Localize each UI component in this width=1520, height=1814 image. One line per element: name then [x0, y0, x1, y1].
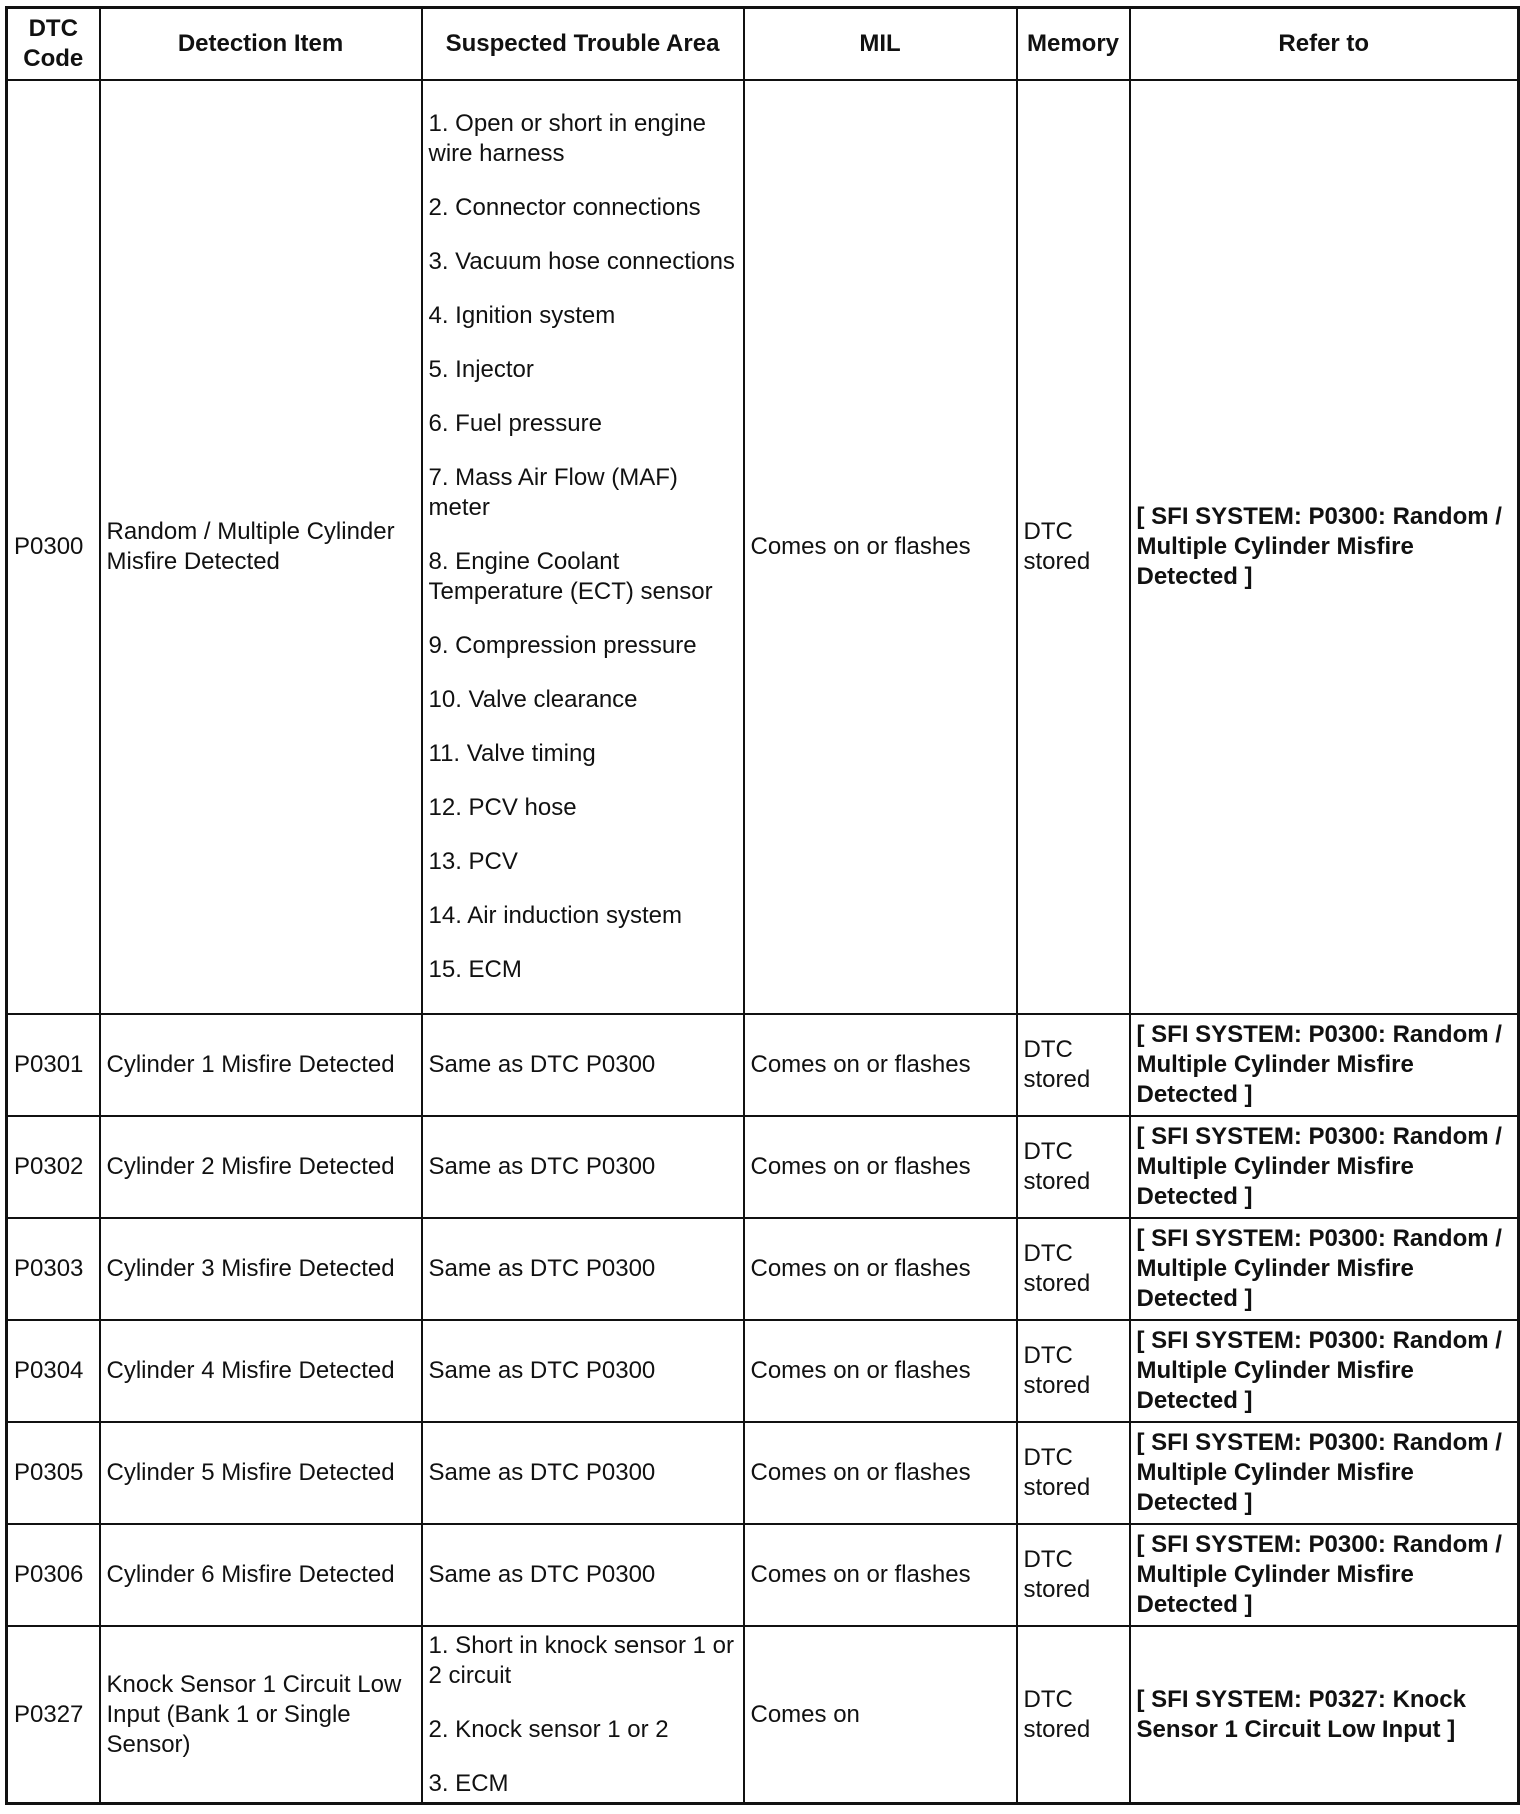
mil-cell: Comes on or flashes [744, 1422, 1017, 1524]
header-detection-item: Detection Item [100, 8, 422, 81]
dtc-document [5, 6, 1520, 1805]
dtc-code-cell: P0301 [7, 1014, 100, 1116]
refer-to-link[interactable]: [ SFI SYSTEM: P0327: Knock Sensor 1 Circuit Low Input ] [1130, 1626, 1519, 1804]
detection-item-cell: Random / Multiple Cylinder Misfire Detected [100, 80, 422, 1014]
refer-to-link[interactable]: [ SFI SYSTEM: P0300: Random / Multiple Cylinder Misfire Detected ] [1130, 1422, 1519, 1524]
mil-cell: Comes on [744, 1626, 1017, 1804]
refer-to-link[interactable]: [ SFI SYSTEM: P0300: Random / Multiple Cylinder Misfire Detected ] [1130, 1014, 1519, 1116]
detection-item-cell: Cylinder 5 Misfire Detected [100, 1422, 422, 1524]
detection-item-cell: Cylinder 3 Misfire Detected [100, 1218, 422, 1320]
refer-to-link[interactable]: [ SFI SYSTEM: P0300: Random / Multiple Cylinder Misfire Detected ] [1130, 80, 1519, 1014]
mil-cell: Comes on or flashes [744, 1218, 1017, 1320]
table-header-row [7, 8, 1519, 81]
dtc-code-cell: P0306 [7, 1524, 100, 1626]
trouble-area-item: 11. Valve timing [428, 740, 596, 767]
memory-cell: DTC stored [1017, 1218, 1130, 1320]
refer-to-link[interactable]: [ SFI SYSTEM: P0300: Random / Multiple Cylinder Misfire Detected ] [1130, 1524, 1519, 1626]
dtc-code-cell: P0300 [7, 80, 100, 1014]
detection-item-cell: Cylinder 1 Misfire Detected [100, 1014, 422, 1116]
trouble-area-item: 1. Short in knock sensor 1 or 2 circuit [428, 1631, 734, 1689]
detection-item-cell: Knock Sensor 1 Circuit Low Input (Bank 1 or Single Sensor) [100, 1626, 422, 1804]
trouble-area-item: 13. PCV [428, 848, 518, 875]
detection-item-cell: Cylinder 6 Misfire Detected [100, 1524, 422, 1626]
mil-cell: Comes on or flashes [744, 1524, 1017, 1626]
trouble-area-item: 6. Fuel pressure [428, 410, 602, 437]
dtc-code-cell: P0305 [7, 1422, 100, 1524]
table-row [7, 80, 1519, 1014]
header-suspected-trouble-area: Suspected Trouble Area [422, 8, 744, 81]
mil-cell: Comes on or flashes [744, 1116, 1017, 1218]
dtc-code-cell: P0304 [7, 1320, 100, 1422]
table-row [7, 1422, 1519, 1524]
dtc-table [5, 6, 1520, 1805]
memory-cell: DTC stored [1017, 1116, 1130, 1218]
mil-cell: Comes on or flashes [744, 1014, 1017, 1116]
trouble-area-cell: Same as DTC P0300 [422, 1524, 744, 1626]
trouble-area-cell: Same as DTC P0300 [422, 1218, 744, 1320]
dtc-code-cell: P0303 [7, 1218, 100, 1320]
header-dtc-code: DTC Code [7, 8, 100, 81]
trouble-area-item: 7. Mass Air Flow (MAF) meter [428, 464, 678, 521]
trouble-area-list [422, 1626, 744, 1804]
trouble-area-item: 10. Valve clearance [428, 686, 638, 713]
refer-to-link[interactable]: [ SFI SYSTEM: P0300: Random / Multiple Cylinder Misfire Detected ] [1130, 1320, 1519, 1422]
table-row [7, 1320, 1519, 1422]
detection-item-cell: Cylinder 2 Misfire Detected [100, 1116, 422, 1218]
trouble-area-item: 5. Injector [428, 356, 534, 383]
memory-cell: DTC stored [1017, 1626, 1130, 1804]
dtc-code-cell: P0327 [7, 1626, 100, 1804]
trouble-area-item: 4. Ignition system [428, 302, 616, 329]
header-memory: Memory [1017, 8, 1130, 81]
memory-cell: DTC stored [1017, 1524, 1130, 1626]
refer-to-link[interactable]: [ SFI SYSTEM: P0300: Random / Multiple Cylinder Misfire Detected ] [1130, 1116, 1519, 1218]
table-row [7, 1014, 1519, 1116]
trouble-area-item: 9. Compression pressure [428, 632, 697, 659]
trouble-area-item: 15. ECM [428, 956, 522, 983]
trouble-area-cell: Same as DTC P0300 [422, 1320, 744, 1422]
trouble-area-item: 2. Knock sensor 1 or 2 [428, 1715, 669, 1743]
mil-cell: Comes on or flashes [744, 80, 1017, 1014]
trouble-area-item: 1. Open or short in engine wire harness [428, 110, 707, 167]
dtc-code-cell: P0302 [7, 1116, 100, 1218]
trouble-area-item: 3. Vacuum hose connections [428, 248, 735, 275]
trouble-area-item: 3. ECM [428, 1769, 509, 1797]
trouble-area-item: 14. Air induction system [428, 902, 682, 929]
table-row [7, 1626, 1519, 1804]
header-mil: MIL [744, 8, 1017, 81]
trouble-area-cell: Same as DTC P0300 [422, 1422, 744, 1524]
memory-cell: DTC stored [1017, 1320, 1130, 1422]
header-refer-to: Refer to [1130, 8, 1519, 81]
table-row [7, 1218, 1519, 1320]
detection-item-cell: Cylinder 4 Misfire Detected [100, 1320, 422, 1422]
memory-cell: DTC stored [1017, 1422, 1130, 1524]
trouble-area-item: 8. Engine Coolant Temperature (ECT) sensor [428, 548, 713, 605]
memory-cell: DTC stored [1017, 1014, 1130, 1116]
trouble-area-item: 2. Connector connections [428, 194, 701, 221]
table-row [7, 1524, 1519, 1626]
mil-cell: Comes on or flashes [744, 1320, 1017, 1422]
memory-cell: DTC stored [1017, 80, 1130, 1014]
trouble-area-cell: Same as DTC P0300 [422, 1014, 744, 1116]
trouble-area-cell: Same as DTC P0300 [422, 1116, 744, 1218]
refer-to-link[interactable]: [ SFI SYSTEM: P0300: Random / Multiple Cylinder Misfire Detected ] [1130, 1218, 1519, 1320]
table-row [7, 1116, 1519, 1218]
trouble-area-list [422, 80, 744, 1014]
trouble-area-item: 12. PCV hose [428, 794, 577, 821]
